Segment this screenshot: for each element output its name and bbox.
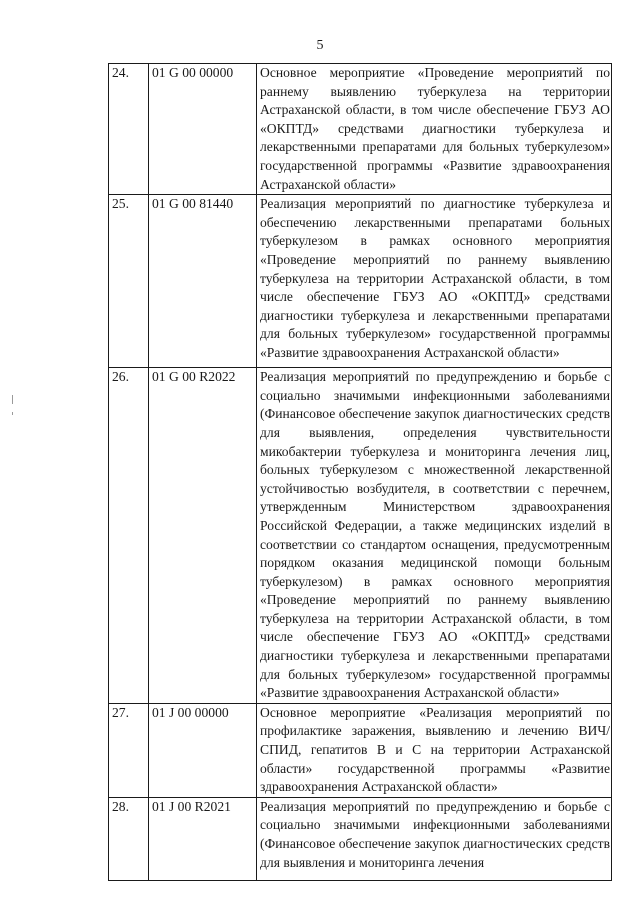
row-number: 24.: [109, 64, 149, 195]
row-number: 28.: [109, 797, 149, 880]
table-row: [109, 703, 612, 797]
table-row: [109, 797, 612, 880]
expense-description: Основное мероприятие «Реализация мероприятий по профилактике заражения, выявлению и лечению ВИЧ/СПИД, гепатитов В и С на территории Астраханской области» государственной программы «Развитие здравоохранения Астраханской области»: [257, 703, 612, 797]
classification-code: 01 G 00 81440: [149, 195, 257, 368]
table-row: [109, 64, 612, 195]
expense-description: Реализация мероприятий по предупреждению и борьбе с социально значимыми инфекционными заболеваниями (Финансовое обеспечение закупок диагностических средств для выявления, определения чувствительности микобактерии туберкулеза и мониторинга лечения лиц, больных туберкулезом с множественной лекарственной устойчивостью возбудителя, в соответствии с перечнем, утвержденным Министерством здравоохранения Российской Федерации, а также медицинских изделий в соответствии со стандартом оснащения, предусмотренным порядком оказания медицинской помощи больным туберкулезом) в рамках основного мероприятия «Проведение мероприятий по раннему выявлению туберкулеза на территории Астраханской области, в том числе обеспечение ГБУЗ АО «ОКПТД» средствами диагностики туберкулеза и лекарственными препаратами для больных туберкулезом» государственной программы «Развитие здравоохранения Астраханской области»: [257, 368, 612, 704]
row-number: 25.: [109, 195, 149, 368]
classification-code: 01 G 00 00000: [149, 64, 257, 195]
scan-mark: [12, 395, 13, 404]
classification-code: 01 G 00 R2022: [149, 368, 257, 704]
row-number: 27.: [109, 703, 149, 797]
table-row: [109, 195, 612, 368]
row-number: 26.: [109, 368, 149, 704]
classification-code: 01 J 00 R2021: [149, 797, 257, 880]
expense-description: Реализация мероприятий по предупреждению и борьбе с социально значимыми инфекционными заболеваниями (Финансовое обеспечение закупок диагностических средств для выявления и мониторинга лечения: [257, 797, 612, 880]
budget-classification-table: [108, 63, 612, 881]
scan-mark: [12, 412, 13, 415]
page-number: 5: [316, 38, 324, 53]
expense-description: Основное мероприятие «Проведение мероприятий по раннему выявлению туберкулеза на территории Астраханской области, в том числе обеспечение ГБУЗ АО «ОКПТД» средствами диагностики туберкулеза и лекарственными препаратами для больных туберкулезом» государственной программы «Развитие здравоохранения Астраханской области»: [257, 64, 612, 195]
expense-description: Реализация мероприятий по диагностике туберкулеза и обеспечению лекарственными препаратами больных туберкулезом в рамках основного мероприятия «Проведение мероприятий по раннему выявлению туберкулеза на территории Астраханской области, в том числе обеспечение ГБУЗ АО «ОКПТД» средствами диагностики туберкулеза и лекарственными препаратами для больных туберкулезом» государственной программы «Развитие здравоохранения Астраханской области»: [257, 195, 612, 368]
classification-code: 01 J 00 00000: [149, 703, 257, 797]
table-row: [109, 368, 612, 704]
